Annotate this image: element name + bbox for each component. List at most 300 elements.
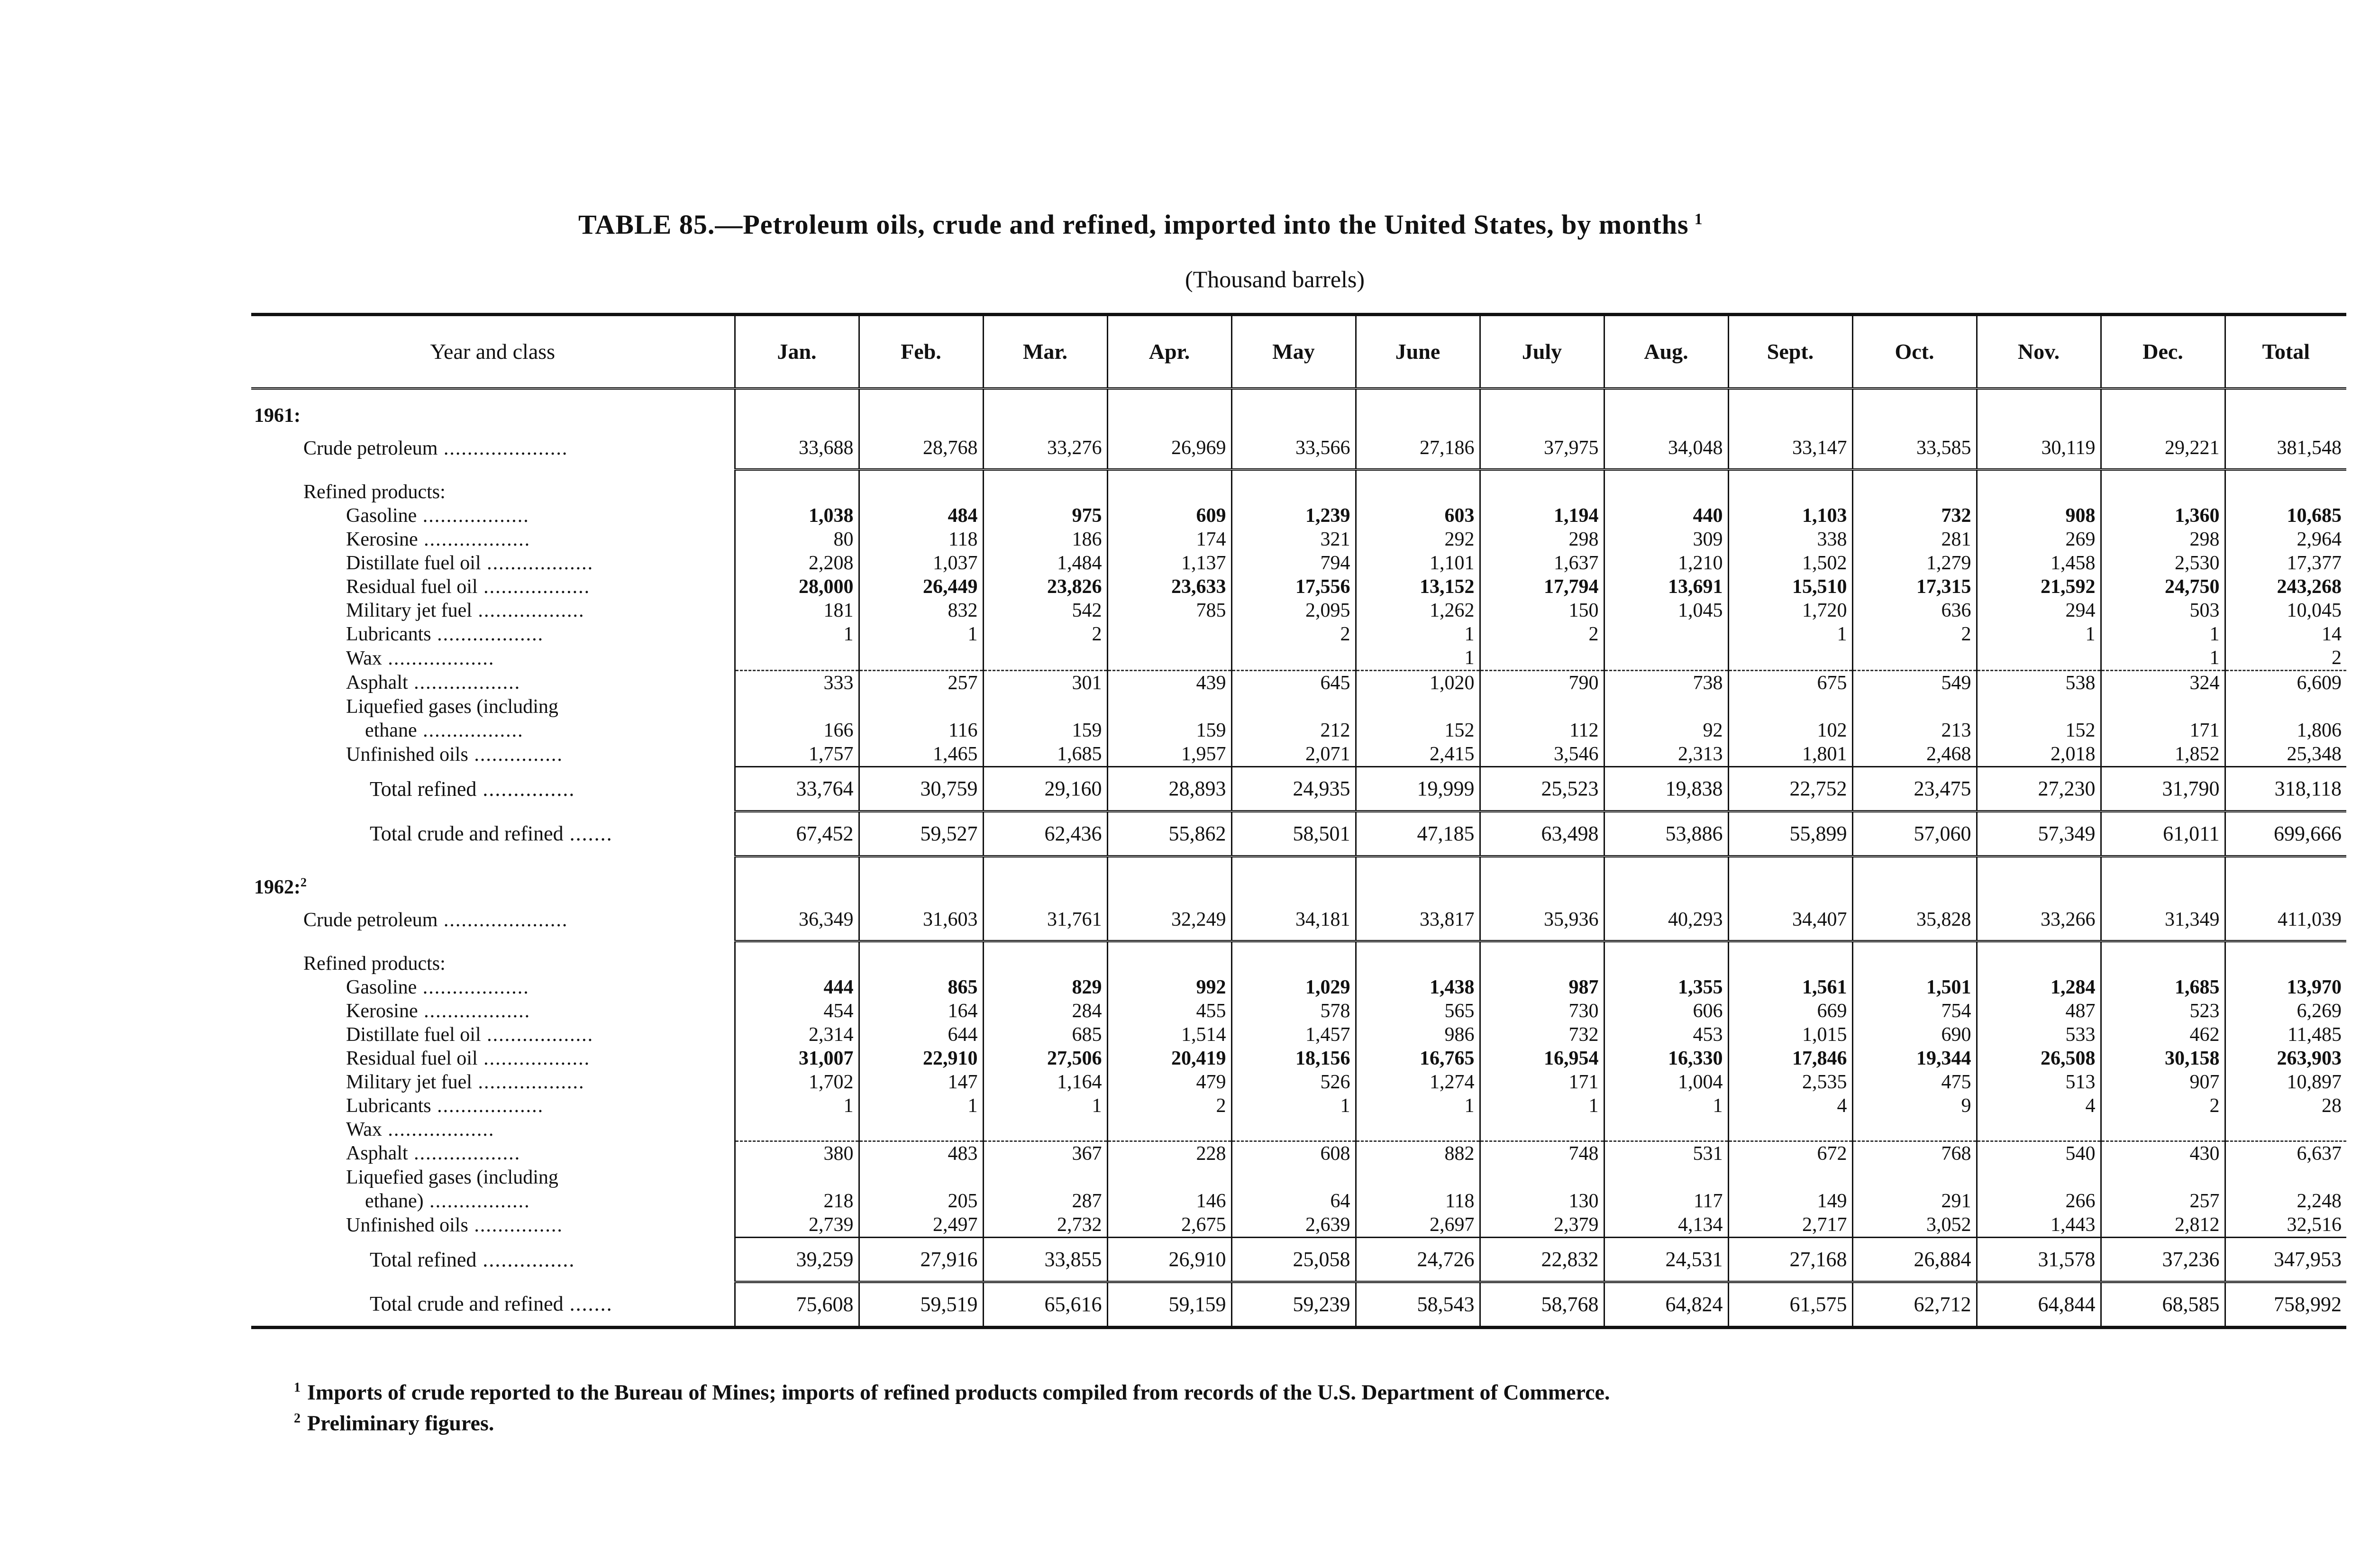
empty-cell <box>1107 695 1231 719</box>
table-cell: 59,239 <box>1231 1282 1356 1328</box>
table-cell: 2,812 <box>2101 1213 2225 1238</box>
empty-cell <box>1852 857 1977 899</box>
table-cell: 1,274 <box>1356 1070 1480 1094</box>
table-cell: 986 <box>1356 1023 1480 1047</box>
table-cell: 1 <box>859 622 983 646</box>
empty-cell <box>1852 480 1977 504</box>
col-header: Year and class <box>251 315 735 389</box>
table-cell: 439 <box>1107 671 1231 695</box>
table-cell: 2,497 <box>859 1213 983 1238</box>
table-cell: 146 <box>1107 1189 1231 1213</box>
table-cell: 31,603 <box>859 899 983 941</box>
table-cell: 30,759 <box>859 767 983 811</box>
row-label: Liquefied gases (including <box>346 696 558 718</box>
empty-cell <box>859 470 983 481</box>
empty-cell <box>251 941 735 952</box>
table-cell <box>1604 622 1728 646</box>
table-row <box>251 811 2346 857</box>
table-cell: 1,262 <box>1356 599 1480 622</box>
table-row <box>251 857 2346 899</box>
table-cell: 475 <box>1852 1070 1977 1094</box>
table-cell: 21,592 <box>1977 575 2101 599</box>
table-cell: 57,060 <box>1852 811 1977 857</box>
empty-cell <box>1231 952 1356 975</box>
row-label: ethane ................. <box>365 720 524 741</box>
empty-cell <box>1107 470 1231 481</box>
table-cell: 538 <box>1977 671 2101 695</box>
table-cell: 31,790 <box>2101 767 2225 811</box>
table-cell: 1,015 <box>1728 1023 1852 1047</box>
empty-cell <box>859 941 983 952</box>
empty-cell <box>1231 695 1356 719</box>
table-cell: 367 <box>983 1141 1107 1166</box>
table-cell: 3,546 <box>1480 742 1604 767</box>
table-cell: 11,485 <box>2225 1023 2346 1047</box>
table-cell <box>1977 1118 2101 1141</box>
table-cell: 218 <box>735 1189 859 1213</box>
table-cell: 92 <box>1604 719 1728 742</box>
table-row <box>251 528 2346 551</box>
empty-cell <box>1356 1166 1480 1189</box>
table-cell: 1 <box>983 1094 1107 1118</box>
empty-cell <box>2225 952 2346 975</box>
empty-cell <box>1728 941 1852 952</box>
table-cell: 284 <box>983 999 1107 1023</box>
table-cell: 2,739 <box>735 1213 859 1238</box>
row-label: Military jet fuel .................. <box>346 1071 585 1093</box>
table-row <box>251 1023 2346 1047</box>
table-cell: 150 <box>1480 599 1604 622</box>
empty-cell <box>1728 480 1852 504</box>
table-cell: 2,530 <box>2101 551 2225 575</box>
table-row <box>251 1047 2346 1070</box>
col-header: Mar. <box>983 315 1107 389</box>
empty-cell <box>859 952 983 975</box>
table-cell: 25,058 <box>1231 1238 1356 1282</box>
table-cell: 6,609 <box>2225 671 2346 695</box>
table-cell: 65,616 <box>983 1282 1107 1328</box>
row-label: Lubricants .................. <box>346 623 544 645</box>
table-cell <box>1107 646 1231 671</box>
table-row <box>251 999 2346 1023</box>
table-cell <box>1604 646 1728 671</box>
table-cell: 609 <box>1107 504 1231 528</box>
table-cell: 80 <box>735 528 859 551</box>
empty-cell <box>1107 480 1231 504</box>
table-cell: 685 <box>983 1023 1107 1047</box>
empty-cell <box>1480 480 1604 504</box>
table-cell: 63,498 <box>1480 811 1604 857</box>
table-cell <box>1604 1118 1728 1141</box>
table-cell: 6,637 <box>2225 1141 2346 1166</box>
table-cell: 645 <box>1231 671 1356 695</box>
table-cell: 117 <box>1604 1189 1728 1213</box>
table-cell: 1,355 <box>1604 975 1728 999</box>
table-row <box>251 719 2346 742</box>
imports-table <box>251 313 2346 1329</box>
col-header: May <box>1231 315 1356 389</box>
table-cell <box>1107 1118 1231 1141</box>
empty-cell <box>1852 389 1977 428</box>
empty-cell <box>1480 857 1604 899</box>
table-cell: 2,071 <box>1231 742 1356 767</box>
table-cell: 2,208 <box>735 551 859 575</box>
col-header: Dec. <box>2101 315 2225 389</box>
table-cell: 9 <box>1852 1094 1977 1118</box>
empty-cell <box>2101 857 2225 899</box>
table-cell: 882 <box>1356 1141 1480 1166</box>
table-row <box>251 695 2346 719</box>
table-cell: 17,794 <box>1480 575 1604 599</box>
table-cell <box>1480 1118 1604 1141</box>
table-cell: 23,826 <box>983 575 1107 599</box>
table-cell: 31,349 <box>2101 899 2225 941</box>
table-cell: 24,531 <box>1604 1238 1728 1282</box>
table-cell: 75,608 <box>735 1282 859 1328</box>
row-label: Refined products: <box>303 481 446 503</box>
table-cell: 181 <box>735 599 859 622</box>
table-cell: 1,029 <box>1231 975 1356 999</box>
table-cell: 228 <box>1107 1141 1231 1166</box>
empty-cell <box>859 857 983 899</box>
table-cell: 26,884 <box>1852 1238 1977 1282</box>
table-row <box>251 1189 2346 1213</box>
table-cell: 1,004 <box>1604 1070 1728 1094</box>
table-cell: 2,095 <box>1231 599 1356 622</box>
empty-cell <box>859 480 983 504</box>
empty-cell <box>1977 952 2101 975</box>
table-cell: 34,048 <box>1604 428 1728 470</box>
table-cell: 1,137 <box>1107 551 1231 575</box>
table-cell: 1,685 <box>983 742 1107 767</box>
table-cell: 31,007 <box>735 1047 859 1070</box>
table-cell: 186 <box>983 528 1107 551</box>
table-cell: 257 <box>2101 1189 2225 1213</box>
table-cell: 20,419 <box>1107 1047 1231 1070</box>
table-cell: 479 <box>1107 1070 1231 1094</box>
table-cell: 1,957 <box>1107 742 1231 767</box>
table-cell: 1,360 <box>2101 504 2225 528</box>
table-cell: 699,666 <box>2225 811 2346 857</box>
empty-cell <box>2225 480 2346 504</box>
table-cell: 754 <box>1852 999 1977 1023</box>
table-cell: 112 <box>1480 719 1604 742</box>
empty-cell <box>1604 857 1728 899</box>
table-cell: 1,458 <box>1977 551 2101 575</box>
col-header: July <box>1480 315 1604 389</box>
table-cell: 55,899 <box>1728 811 1852 857</box>
empty-cell <box>2225 857 2346 899</box>
col-header: Apr. <box>1107 315 1231 389</box>
table-cell: 18,156 <box>1231 1047 1356 1070</box>
empty-cell <box>1356 389 1480 428</box>
empty-cell <box>1231 389 1356 428</box>
table-cell: 10,897 <box>2225 1070 2346 1094</box>
empty-cell <box>2101 480 2225 504</box>
table-cell: 213 <box>1852 719 1977 742</box>
row-label: Lubricants .................. <box>346 1094 544 1117</box>
table-cell: 1,038 <box>735 504 859 528</box>
table-cell: 513 <box>1977 1070 2101 1094</box>
table-cell: 2 <box>1107 1094 1231 1118</box>
table-cell: 149 <box>1728 1189 1852 1213</box>
table-cell: 430 <box>2101 1141 2225 1166</box>
table-cell: 35,936 <box>1480 899 1604 941</box>
table-cell: 2,468 <box>1852 742 1977 767</box>
table-cell: 675 <box>1728 671 1852 695</box>
table-cell: 1,465 <box>859 742 983 767</box>
table-cell: 31,761 <box>983 899 1107 941</box>
table-cell: 30,158 <box>2101 1047 2225 1070</box>
table-cell: 865 <box>859 975 983 999</box>
table-row <box>251 646 2346 671</box>
table-title: TABLE 85.—Petroleum oils, crude and refined, imported into the United States, by months $^1$ <box>578 209 1703 240</box>
table-cell: 1 <box>1356 622 1480 646</box>
table-row <box>251 952 2346 975</box>
table-cell: 483 <box>859 1141 983 1166</box>
row-label: Kerosine .................. <box>346 529 531 550</box>
table-cell: 503 <box>2101 599 2225 622</box>
row-label: Wax .................. <box>346 647 495 669</box>
footnote: $^2$ Preliminary figures. <box>294 1411 494 1435</box>
row-label: Residual fuel oil .................. <box>346 576 591 598</box>
table-cell <box>1231 646 1356 671</box>
table-cell: 1,806 <box>2225 719 2346 742</box>
table-cell: 644 <box>859 1023 983 1047</box>
table-row <box>251 428 2346 470</box>
table-row <box>251 1070 2346 1094</box>
table-cell: 487 <box>1977 999 2101 1023</box>
row-label: ethane) ................. <box>365 1190 530 1212</box>
table-cell: 33,817 <box>1356 899 1480 941</box>
table-cell: 17,556 <box>1231 575 1356 599</box>
table-cell: 6,269 <box>2225 999 2346 1023</box>
empty-cell <box>1977 480 2101 504</box>
table-cell: 58,543 <box>1356 1282 1480 1328</box>
row-label: Crude petroleum ..................... <box>303 909 568 931</box>
table-cell: 27,168 <box>1728 1238 1852 1282</box>
empty-cell <box>735 1166 859 1189</box>
table-cell: 531 <box>1604 1141 1728 1166</box>
table-cell: 269 <box>1977 528 2101 551</box>
table-cell: 440 <box>1604 504 1728 528</box>
table-cell: 152 <box>1356 719 1480 742</box>
empty-cell <box>1356 857 1480 899</box>
table-cell: 22,832 <box>1480 1238 1604 1282</box>
table-cell: 28,893 <box>1107 767 1231 811</box>
table-cell: 16,765 <box>1356 1047 1480 1070</box>
empty-cell <box>2101 470 2225 481</box>
table-cell: 62,436 <box>983 811 1107 857</box>
table-cell: 1,720 <box>1728 599 1852 622</box>
empty-cell <box>983 941 1107 952</box>
col-header: Oct. <box>1852 315 1977 389</box>
table-cell: 2 <box>1480 622 1604 646</box>
table-cell: 1,194 <box>1480 504 1604 528</box>
table-cell: 690 <box>1852 1023 1977 1047</box>
table-cell <box>2225 1118 2346 1141</box>
table-cell: 19,999 <box>1356 767 1480 811</box>
row-label: Liquefied gases (including <box>346 1167 558 1188</box>
table-cell: 33,266 <box>1977 899 2101 941</box>
table-cell: 1,020 <box>1356 671 1480 695</box>
table-cell: 381,548 <box>2225 428 2346 470</box>
table-cell: 1,561 <box>1728 975 1852 999</box>
table-cell: 1 <box>735 622 859 646</box>
table-cell: 16,330 <box>1604 1047 1728 1070</box>
empty-cell <box>735 389 859 428</box>
row-label: Total crude and refined ....... <box>370 822 613 845</box>
table-cell: 669 <box>1728 999 1852 1023</box>
table-cell: 523 <box>2101 999 2225 1023</box>
table-cell: 57,349 <box>1977 811 2101 857</box>
table-cell: 1,438 <box>1356 975 1480 999</box>
table-row <box>251 899 2346 941</box>
empty-cell <box>983 389 1107 428</box>
table-cell: 2,415 <box>1356 742 1480 767</box>
table-row <box>251 622 2346 646</box>
empty-cell <box>1604 480 1728 504</box>
empty-cell <box>1852 1166 1977 1189</box>
row-label: Military jet fuel .................. <box>346 600 585 621</box>
table-cell: 15,510 <box>1728 575 1852 599</box>
table-cell: 2 <box>2101 1094 2225 1118</box>
table-cell: 27,186 <box>1356 428 1480 470</box>
table-cell: 444 <box>735 975 859 999</box>
empty-cell <box>983 1166 1107 1189</box>
empty-cell <box>1356 952 1480 975</box>
table-cell: 33,688 <box>735 428 859 470</box>
table-cell: 243,268 <box>2225 575 2346 599</box>
table-cell: 298 <box>1480 528 1604 551</box>
table-cell: 1,210 <box>1604 551 1728 575</box>
table-cell: 1 <box>2101 622 2225 646</box>
table-cell: 16,954 <box>1480 1047 1604 1070</box>
table-cell: 17,846 <box>1728 1047 1852 1070</box>
table-cell: 37,975 <box>1480 428 1604 470</box>
empty-cell <box>1356 470 1480 481</box>
table-cell: 36,349 <box>735 899 859 941</box>
row-label: Gasoline .................. <box>346 976 529 998</box>
table-row <box>251 575 2346 599</box>
table-cell <box>1852 646 1977 671</box>
empty-cell <box>2225 470 2346 481</box>
table-cell: 24,750 <box>2101 575 2225 599</box>
row-label: Crude petroleum ..................... <box>303 438 568 460</box>
empty-cell <box>1852 695 1977 719</box>
empty-cell <box>1604 952 1728 975</box>
table-cell: 22,752 <box>1728 767 1852 811</box>
empty-cell <box>1977 857 2101 899</box>
table-row <box>251 1213 2346 1238</box>
table-cell: 2,018 <box>1977 742 2101 767</box>
table-cell: 33,566 <box>1231 428 1356 470</box>
empty-cell <box>2225 1166 2346 1189</box>
table-cell: 301 <box>983 671 1107 695</box>
table-row <box>251 1166 2346 1189</box>
table-cell: 171 <box>2101 719 2225 742</box>
table-cell: 1 <box>1480 1094 1604 1118</box>
table-cell: 19,344 <box>1852 1047 1977 1070</box>
table-cell: 29,160 <box>983 767 1107 811</box>
table-cell: 1,757 <box>735 742 859 767</box>
table-cell: 294 <box>1977 599 2101 622</box>
empty-cell <box>1977 1166 2101 1189</box>
table-cell: 732 <box>1480 1023 1604 1047</box>
table-cell <box>735 646 859 671</box>
table-cell <box>2101 1118 2225 1141</box>
table-cell: 171 <box>1480 1070 1604 1094</box>
table-cell: 61,011 <box>2101 811 2225 857</box>
col-header: June <box>1356 315 1480 389</box>
row-label: 1962:$^2$ <box>254 875 307 898</box>
table-row <box>251 671 2346 695</box>
table-cell: 58,768 <box>1480 1282 1604 1328</box>
table-cell: 785 <box>1107 599 1231 622</box>
empty-cell <box>2101 941 2225 952</box>
empty-cell <box>1480 952 1604 975</box>
table-cell: 794 <box>1231 551 1356 575</box>
table-cell: 1,103 <box>1728 504 1852 528</box>
empty-cell <box>1107 941 1231 952</box>
table-cell: 130 <box>1480 1189 1604 1213</box>
empty-cell <box>1728 952 1852 975</box>
table-cell: 29,221 <box>2101 428 2225 470</box>
table-cell: 33,855 <box>983 1238 1107 1282</box>
empty-cell <box>983 857 1107 899</box>
empty-cell <box>983 952 1107 975</box>
table-cell: 10,045 <box>2225 599 2346 622</box>
table-cell: 542 <box>983 599 1107 622</box>
header-row <box>251 315 2346 389</box>
empty-cell <box>2101 389 2225 428</box>
table-row <box>251 551 2346 575</box>
spacer-row <box>251 470 2346 481</box>
table-cell: 30,119 <box>1977 428 2101 470</box>
footnotes <box>294 1375 1610 1437</box>
table-cell: 166 <box>735 719 859 742</box>
table-cell: 287 <box>983 1189 1107 1213</box>
table-cell: 24,935 <box>1231 767 1356 811</box>
table-cell: 35,828 <box>1852 899 1977 941</box>
empty-cell <box>1977 389 2101 428</box>
empty-cell <box>1604 1166 1728 1189</box>
table-cell <box>1480 646 1604 671</box>
table-cell: 1,279 <box>1852 551 1977 575</box>
table-cell: 23,475 <box>1852 767 1977 811</box>
table-cell: 526 <box>1231 1070 1356 1094</box>
table-cell: 266 <box>1977 1189 2101 1213</box>
table-cell: 2,732 <box>983 1213 1107 1238</box>
table-cell: 32,249 <box>1107 899 1231 941</box>
empty-cell <box>859 389 983 428</box>
row-label: Distillate fuel oil .................. <box>346 552 594 574</box>
row-label: Total crude and refined ....... <box>370 1292 613 1315</box>
footnote: $^1$ Imports of crude reported to the Bureau of Mines; imports of refined products compiled from records of the U.S. Department of Commerce. <box>294 1380 1610 1404</box>
empty-cell <box>1480 470 1604 481</box>
table-cell: 338 <box>1728 528 1852 551</box>
table-cell: 2,379 <box>1480 1213 1604 1238</box>
table-row <box>251 1094 2346 1118</box>
empty-cell <box>1977 941 2101 952</box>
table-cell <box>859 646 983 671</box>
row-label: Distillate fuel oil .................. <box>346 1023 594 1046</box>
row-label: Asphalt .................. <box>346 1142 521 1165</box>
table-cell: 347,953 <box>2225 1238 2346 1282</box>
table-cell: 1 <box>1728 622 1852 646</box>
table-cell: 118 <box>1356 1189 1480 1213</box>
table-cell: 608 <box>1231 1141 1356 1166</box>
